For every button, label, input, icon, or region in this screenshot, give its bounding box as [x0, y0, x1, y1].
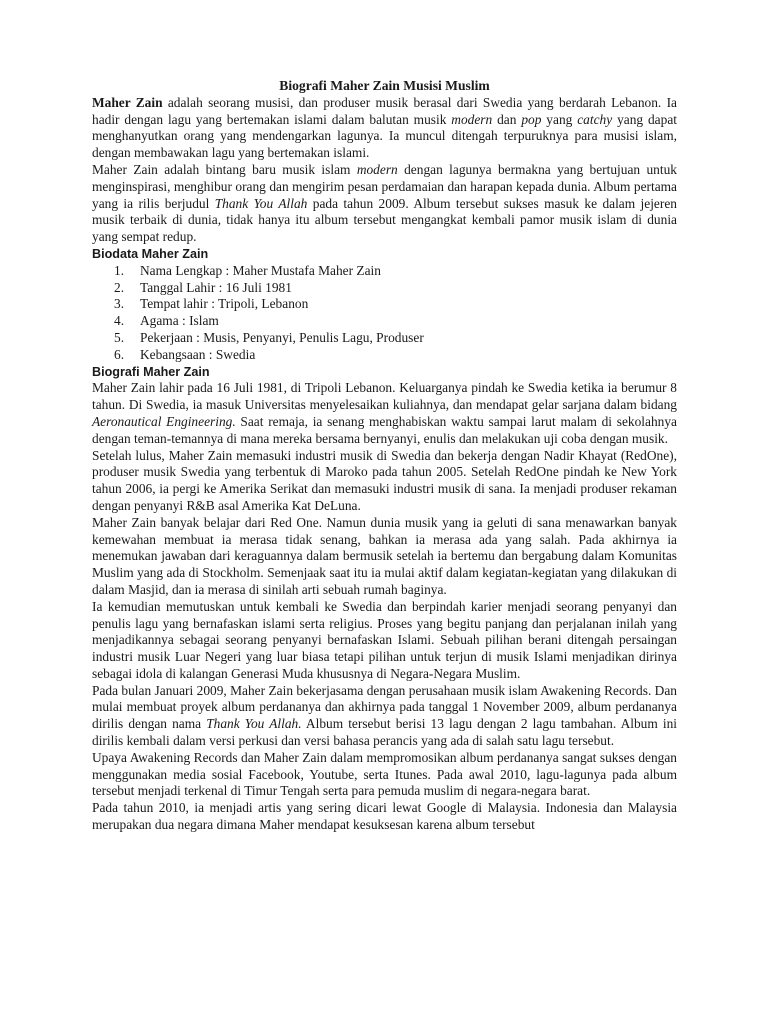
biografi-paragraph-6: Upaya Awakening Records dan Maher Zain dalam mempromosikan album perdananya sangat sukses dengan menggunakan media sosial Facebook, Youtube, serta Itunes. Pada awal 2010, lagu-lagunya pada album tersebut menjadi terkenal di Timur Tengah serta para pemuda muslim di negara-negara barat. [92, 749, 677, 799]
biografi-paragraph-1: Maher Zain lahir pada 16 Juli 1981, di Tripoli Lebanon. Keluarganya pindah ke Swedia ketika ia berumur 8 tahun. Di Swedia, ia masuk Universitas menyelesaikan kuliahnya, dan mendapat gelar sarjana dalam bidang Aeronautical Engineering. Saat remaja, ia senang menghabiskan waktu sampai larut malam di sekolahnya dengan teman-temannya di mana mereka bersama bernyanyi, enulis dan melakukan uji coba dengan musik. [92, 380, 677, 446]
list-item: 2. Tanggal Lahir : 16 Juli 1981 [114, 279, 292, 295]
biografi-heading: Biografi Maher Zain [92, 364, 210, 379]
biografi-paragraph-3: Maher Zain banyak belajar dari Red One. Namun dunia musik yang ia geluti di sana menawarkan banyak kemewahan membuat ia merasa tidak senang, bahkan ia merasa ada yang salah. Pada akhirnya ia menemukan jawaban dari keraguannya dalam bermusik setelah ia bertemu dan bergabung dalam Komunitas Muslim yang ada di Stockholm. Semenjaak saat itu ia mulai aktif dalam kegiatan-kegiatan yang dilakukan di dalam Masjid, dan ia merasa di sinilah arti sebuah rumah baginya. [92, 514, 677, 597]
biodata-list [92, 263, 677, 364]
list-item: 3. Tempat lahir : Tripoli, Lebanon [114, 296, 309, 312]
list-item: 5. Pekerjaan : Musis, Penyanyi, Penulis Lagu, Produser [114, 329, 424, 345]
document-title: Biografi Maher Zain Musisi Muslim [279, 78, 490, 93]
list-item: 6. Kebangsaan : Swedia [114, 346, 256, 362]
list-item: 4. Agama : Islam [114, 313, 219, 329]
biografi-paragraph-2: Setelah lulus, Maher Zain memasuki industri musik di Swedia dan bekerja dengan Nadir Khayat (RedOne), produser musik Swedia yang terbentuk di Maroko pada tahun 2005. Setelah RedOne pindah ke New York tahun 2006, ia pergi ke Amerika Serikat dan memasuki industri musik di sana. Ia menjadi produser rekaman dengan penyanyi R&B asal Amerika Kat DeLuna. [92, 447, 677, 513]
album-title: Thank You Allah [214, 195, 308, 211]
list-item: 1. Nama Lengkap : Maher Mustafa Maher Zain [114, 262, 381, 278]
biografi-paragraph-4: Ia kemudian memutuskan untuk kembali ke Swedia dan berpindah karier menjadi seorang penyanyi dan penulis lagu yang bernafaskan islami serta religius. Proses yang begitu panjang dan perjalanan inilah yang menjadikannya sebagai seorang penyanyi bernafaskan Islami. Sebuah pilihan berani ditengah persaingan industri musik Luar Negeri yang luar biasa tetapi pilihan untuk terjun di musik Islami menjadikan dirinya sebagai idola di kalangan Generasi Muda khususnya di Negara-Negara Muslim. [92, 598, 677, 681]
intro-paragraph-1: Maher Zain adalah seorang musisi, dan produser musik berasal dari Swedia yang berdarah Lebanon. Ia hadir dengan lagu yang bertemakan islami dalam balutan musik modern dan pop yang catchy yang dapat menghanyutkan orang yang mendengarkan lagunya. Ia muncul ditengah terpuruknya para musisi islam, dengan membawakan lagu yang bertemakan islami. [92, 94, 677, 161]
intro-paragraph-2: Maher Zain adalah bintang baru musik islam modern dengan lagunya bermakna yang bertujuan untuk menginspirasi, menghibur orang dan mengirim pesan perdamaian dan harapan kepada dunia. Album pertama yang ia rilis berjudul Thank You Allah pada tahun 2009. Album tersebut sukses masuk ke dalam jejeren musik terbaik di dunia, tidak hanya itu album tersebut mengangkat kembali pamor musik islam di dunia yang sempat redup. [92, 161, 677, 245]
biodata-heading: Biodata Maher Zain [92, 246, 209, 261]
artist-name: Maher Zain [92, 94, 163, 110]
biografi-paragraph-5: Pada bulan Januari 2009, Maher Zain bekerjasama dengan perusahaan musik islam Awakening Records. Dan mulai membuat proyek album perdananya dan akhirnya pada tanggal 1 November 2009, album perdananya dirilis dengan nama Thank You Allah. Album tersebut berisi 13 lagu dengan 2 lagu tambahan. Album ini dirilis kembali dalam versi perkusi dan versi bahasa perancis yang ada di salah satu lagu tersebut. [92, 682, 677, 749]
biografi-paragraph-7: Pada tahun 2010, ia menjadi artis yang sering dicari lewat Google di Malaysia. Indonesia dan Malaysia merupakan dua negara dimana Maher mendapat kesuksesan karena album tersebut [92, 800, 677, 833]
